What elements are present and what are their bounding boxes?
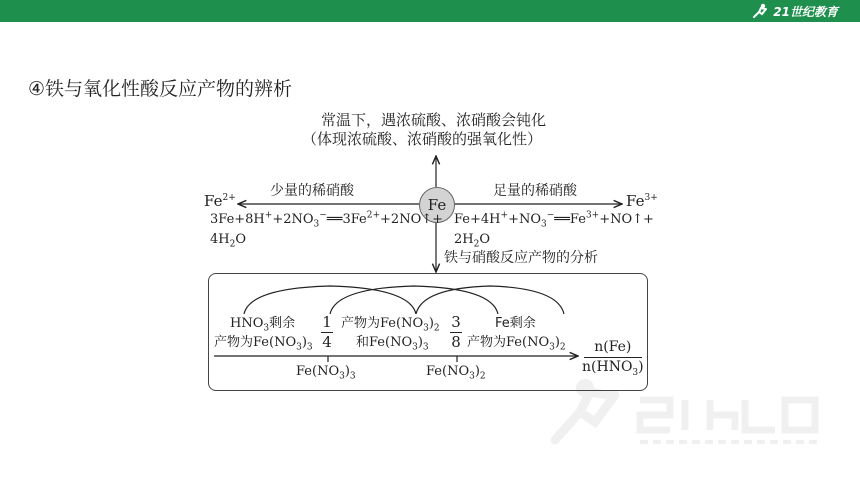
seg2-line2: 和$Fe(NO_3)_3$: [356, 335, 429, 353]
ratio-three-eighths: 3 8: [451, 313, 461, 351]
left-equation-line2: $4H_2O$: [210, 232, 247, 250]
logo-text: 21世纪教育: [773, 4, 838, 19]
left-equation: $3Fe+8H^++2NO_3^-══3Fe^{2+}+2NO↑+$: [210, 210, 444, 230]
seg1-line2: 产物为$Fe(NO_3)_3$: [214, 335, 313, 353]
ratio-one-quarter: 1 4: [322, 313, 332, 351]
fe2-label: $Fe^{2+}$: [204, 192, 236, 210]
seg3-line2: 产物为$Fe(NO_3)_2$: [467, 335, 566, 353]
passivation-text-1: 常温下，遇浓硫酸、浓硝酸会钝化: [321, 111, 547, 129]
seg3-line1: Fe剩余: [495, 316, 536, 331]
passivation-text-2: （体现浓硫酸、浓硝酸的强氧化性）: [302, 130, 543, 148]
section-heading: ④铁与氧化性酸反应产物的辨析: [28, 78, 293, 100]
tick2-label: $Fe(NO_3)_2$: [426, 364, 486, 382]
tick1-label: $Fe(NO_3)_3$: [296, 364, 356, 382]
seg2-line1: 产物为$Fe(NO_3)_2$: [341, 316, 440, 334]
right-equation: $Fe+4H^++NO_3^-══Fe^{3+}+NO↑+$: [454, 210, 654, 230]
fe-node: Fe: [419, 187, 455, 223]
dilute-nitric-small-label: 少量的稀硝酸: [270, 183, 354, 199]
dilute-nitric-excess-label: 足量的稀硝酸: [493, 183, 577, 199]
fe3-label: $Fe^{3+}$: [626, 192, 658, 210]
right-equation-line2: $2H_2O$: [454, 232, 491, 250]
axis-label-ratio: n(Fe) $n(HNO_3)$: [582, 339, 644, 378]
seg1-line1: $HNO_3$剩余: [230, 316, 296, 334]
analysis-label: 铁与硝酸反应产物的分析: [444, 250, 598, 266]
